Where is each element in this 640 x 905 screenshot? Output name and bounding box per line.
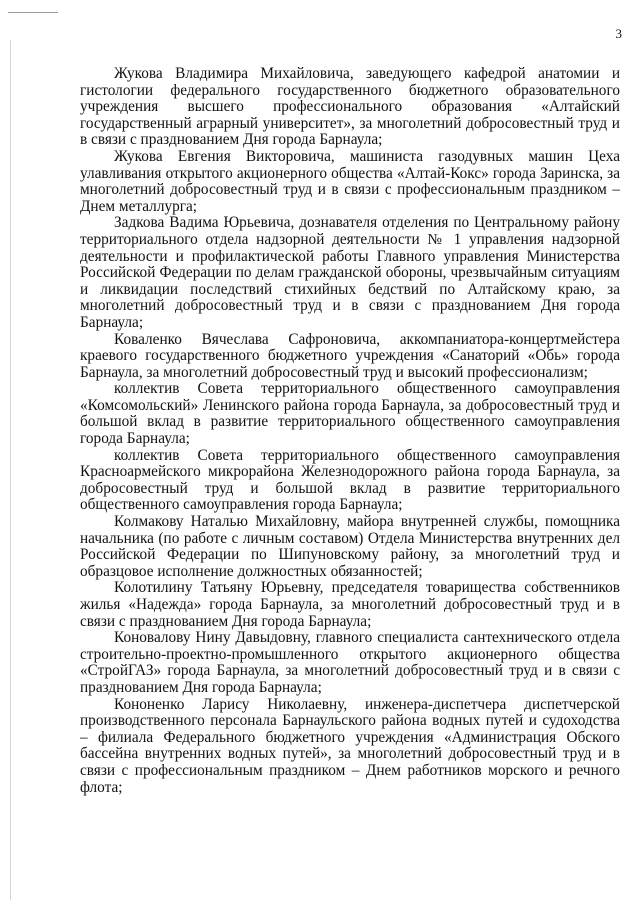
paragraph-zhukov-evgeny: Жукова Евгения Викторовича, машиниста газодувных машин Цеха улавливания открытого акционерного общества «Алтай-Кокс» города Заринска, за многолетний добросовестный труд и в связи с профессиональным праздником – Днем металлурга; bbox=[80, 147, 620, 215]
document-body bbox=[80, 66, 620, 796]
page-number: 3 bbox=[615, 26, 622, 41]
paragraph-kovalenko-vyacheslav: Коваленко Вячеслава Сафроновича, аккомпаниатора-концертмейстера краевого государственного бюджетного учреждения «Санаторий «Обь» города Барнаула, за многолетний добросовестный труд и высокий профессионализм; bbox=[80, 330, 620, 381]
paragraph-collective-krasnoarmeysky: коллектив Совета территориального общественного самоуправления Красноармейского микрорайона Железнодорожного района города Барнаула, за добросовестный труд и большой вклад в развитие территориального общественного самоуправления города Барнаула; bbox=[80, 446, 620, 514]
paragraph-zhukov-vladimir: Жукова Владимира Михайловича, заведующего кафедрой анатомии и гистологии федерального государственного бюджетного образовательного учреждения высшего профессионального образования «Алтайский государственный аграрный университет», за многолетний добросовестный труд и в связи с празднованием Дня города Барнаула; bbox=[80, 65, 620, 149]
scan-edge-line bbox=[8, 12, 58, 13]
paragraph-collective-komsomolsky: коллектив Совета территориального общественного самоуправления «Комсомольский» Ленинского района города Барнаула, за добросовестный труд и большой вклад в развитие территориального общественного самоуправления города Барнаула; bbox=[80, 380, 620, 448]
scan-margin-line bbox=[10, 40, 11, 900]
paragraph-kolmakova-natalya: Колмакову Наталью Михайловну, майора внутренней службы, помощника начальника (по работе с личным составом) Отдела Министерства внутренних дел Российской Федерации по Шипуновскому району, за многолетний труд и образцовое исполнение должностных обязанностей; bbox=[80, 513, 620, 580]
paragraph-zadkov-vadim: Задкова Вадима Юрьевича, дознавателя отделения по Центральному району территориального отдела надзорной деятельности № 1 управления надзорной деятельности и профилактической работы Главного управления Министерства Российской Федерации по делам гражданской обороны, чрезвычайным ситуациям и ликвидации последствий стихийных бедствий по Алтайскому краю, за многолетний добросовестный труд и в связи с празднованием Дня города Барнаула; bbox=[80, 214, 620, 331]
paragraph-konovalova-nina: Коновалову Нину Давыдовну, главного специалиста сантехнического отдела строительно-проектно-промышленного открытого акционерного общества «СтройГАЗ» города Барнаула, за многолетний добросовестный труд и в связи с празднованием Дня города Барнаула; bbox=[80, 629, 620, 696]
paragraph-kolotilina-tatyana: Колотилину Татьяну Юрьевну, председателя товарищества собственников жилья «Надежда» города Барнаула, за многолетний добросовестный труд и в связи с празднованием Дня города Барнаула; bbox=[80, 579, 620, 630]
paragraph-kononenko-larisa: Кононенко Ларису Николаевну, инженера-диспетчера диспетчерской производственного персонала Барнаульского района водных путей и судоходства – филиала Федерального бюджетного учреждения «Администрация Обского бассейна внутренних водных путей», за многолетний добросовестный труд и в связи с профессиональным праздником – Днем работников морского и речного флота; bbox=[80, 695, 620, 796]
